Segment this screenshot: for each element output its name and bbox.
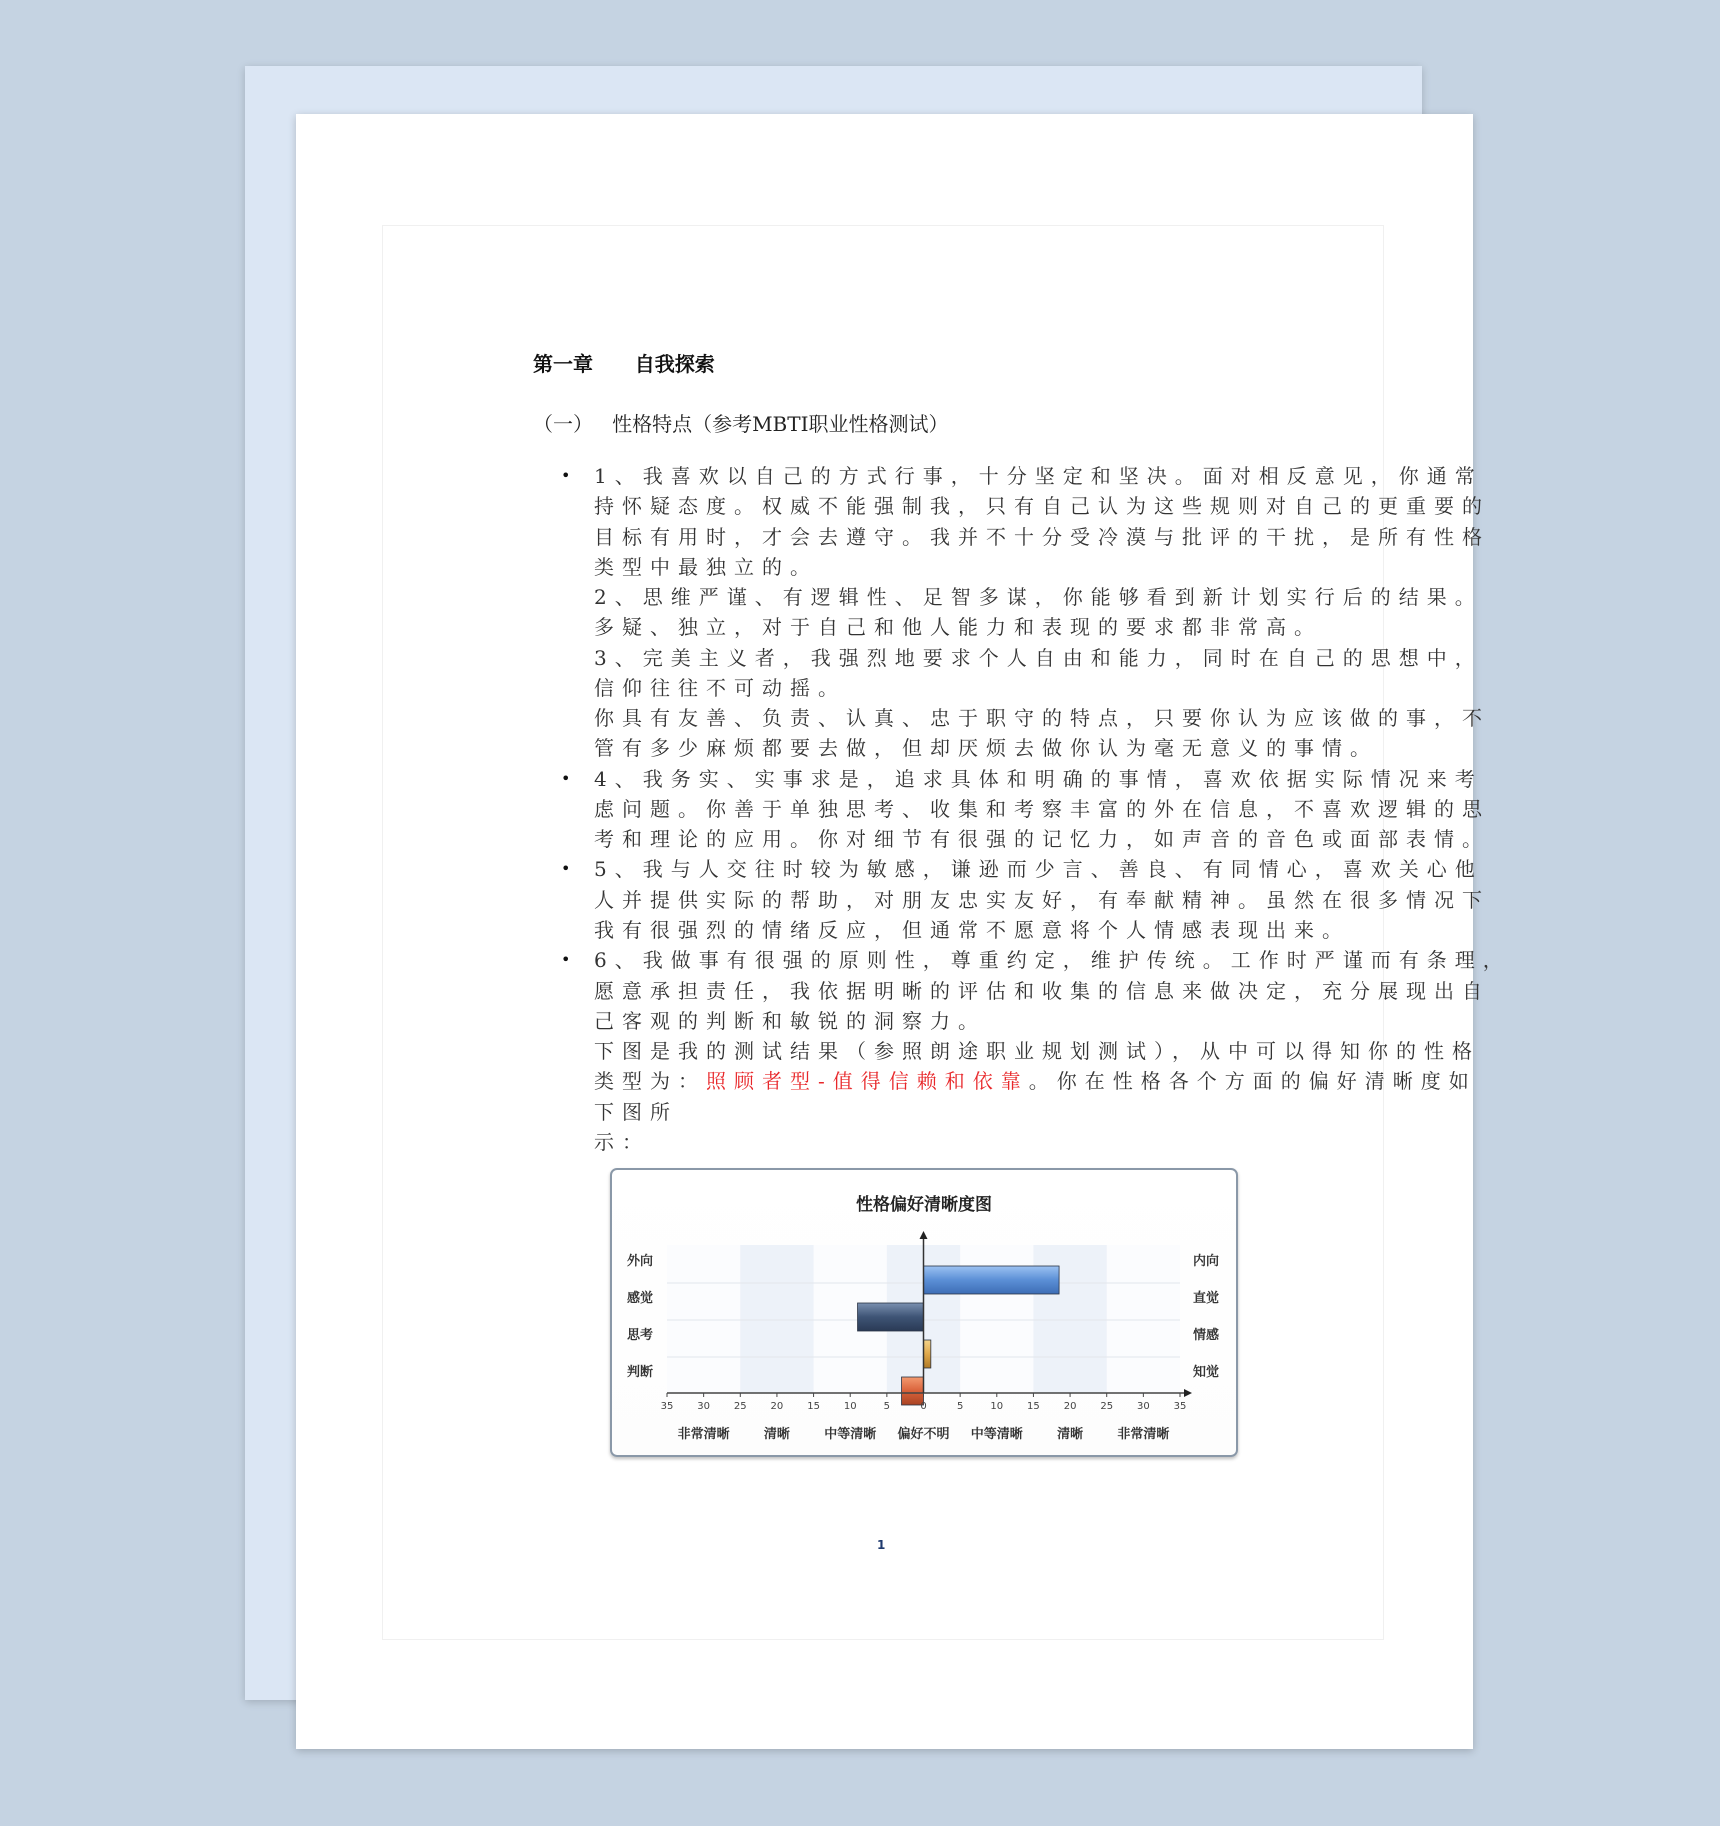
row-label-left: 思考 [626, 1328, 654, 1343]
text-line [594, 794, 1490, 824]
text-line-content: 己客观的判断和敏锐的洞察力。 [594, 1008, 986, 1033]
section-title: （一） 性格特点（参考MBTI职业性格测试） [533, 412, 949, 436]
text-line [594, 552, 1254, 582]
result-line [594, 1066, 1477, 1096]
category-label: 非常清晰 [1117, 1427, 1170, 1442]
text-line [561, 945, 1511, 975]
row-label-left: 判断 [626, 1365, 654, 1380]
tick-label: 15 [807, 1401, 820, 1412]
page-number: 1 [877, 1538, 886, 1552]
bullet-icon: • [561, 466, 571, 485]
result-suffix: 。你在性格各个方面的偏好清晰度如 [1028, 1069, 1477, 1094]
text-line [561, 854, 1483, 884]
text-line-content: 1、我喜欢以自己的方式行事，十分坚定和坚决。面对相反意见，你通常 [594, 464, 1483, 488]
result-prefix: 类型为： [594, 1069, 706, 1094]
plot-band [740, 1245, 813, 1393]
text-line-content: 信仰往往不可动摇。 [594, 675, 846, 700]
result-highlight: 照顾者型-值得信赖和依靠 [706, 1069, 1029, 1094]
row-label-left: 外向 [626, 1254, 654, 1269]
bar-2 [924, 1340, 931, 1368]
text-line-content: 你具有友善、负责、认真、忠于职守的特点，只要你认为应该做的事，不 [594, 706, 1490, 731]
text-line-content: 多疑、独立，对于自己和他人能力和表现的要求都非常高。 [594, 615, 1322, 640]
bullet-icon: • [561, 859, 571, 879]
tick-label: 25 [1100, 1401, 1114, 1412]
text-line [594, 885, 1490, 915]
tick-label: 15 [1027, 1401, 1040, 1412]
text-line [594, 703, 1490, 733]
text-line-content: 4、我务实、实事求是，追求具体和明确的事情，喜欢依据实际情况来考 [594, 766, 1483, 791]
text-line [594, 582, 1483, 612]
tick-label: 10 [990, 1401, 1004, 1412]
text-line-content: 6、我做事有很强的原则性，尊重约定，维护传统。工作时严谨而有条理， [594, 948, 1511, 973]
text-line-content: 2、思维严谨、有逻辑性、足智多谋，你能够看到新计划实行后的结果。 [594, 585, 1483, 610]
category-label: 中等清晰 [824, 1427, 877, 1442]
text-line-content: 虑问题。你善于单独思考、收集和考察丰富的外在信息，不喜欢逻辑的思 [594, 796, 1490, 821]
preference-chart [610, 1168, 1238, 1457]
text-line [594, 733, 1378, 763]
text-line [594, 824, 1490, 854]
row-label-right: 直觉 [1192, 1291, 1220, 1306]
row-label-left: 感觉 [626, 1291, 654, 1306]
text-line [594, 976, 1490, 1006]
text-line [594, 522, 1490, 552]
bullet-icon: • [561, 950, 571, 970]
text-line [594, 612, 1322, 642]
body-text [561, 461, 1511, 1157]
chart-svg [612, 1170, 1236, 1455]
tick-label: 30 [697, 1401, 711, 1412]
text-line-content: 持怀疑态度。权威不能强制我，只有自己认为这些规则对自己的更重要的 [594, 494, 1490, 519]
tick-label: 0 [920, 1401, 927, 1412]
tick-label: 35 [660, 1401, 674, 1412]
text-line-content: 5、我与人交往时较为敏感，谦逊而少言、善良、有同情心，喜欢关心他 [594, 857, 1483, 882]
text-line-content: 人并提供实际的帮助，对朋友忠实友好，有奉献精神。虽然在很多情况下 [594, 887, 1490, 912]
y-axis-arrow-icon [920, 1231, 928, 1239]
tick-label: 30 [1136, 1401, 1150, 1412]
text-line: 示： [594, 1129, 650, 1154]
tick-label: 5 [956, 1401, 964, 1412]
bar-0 [924, 1266, 1060, 1294]
text-line [594, 1036, 1480, 1066]
text-line [561, 764, 1483, 794]
chapter-title: 第一章 自我探索 [533, 352, 715, 376]
text-line-content: 管有多少麻烦都要去做，但却厌烦去做你认为毫无意义的事情。 [594, 736, 1378, 761]
text-line: 下图所 [594, 1099, 678, 1124]
category-label: 非常清晰 [677, 1427, 730, 1442]
row-label-right: 内向 [1192, 1254, 1220, 1269]
category-label: 中等清晰 [970, 1427, 1023, 1442]
tick-label: 20 [1063, 1401, 1077, 1412]
text-line-content: 类型中最独立的。 [594, 554, 818, 579]
bullet-icon: • [561, 768, 571, 788]
row-label-right: 知觉 [1192, 1365, 1220, 1380]
text-line [594, 491, 1490, 521]
text-line-content: 3、完美主义者，我强烈地要求个人自由和能力，同时在自己的思想中， [594, 645, 1483, 670]
tick-label: 5 [883, 1401, 891, 1412]
text-line [594, 643, 1483, 673]
text-line-content: 目标有用时，才会去遵守。我并不十分受冷漠与批评的干扰，是所有性格 [594, 524, 1490, 549]
tick-label: 10 [843, 1401, 857, 1412]
text-line-content: 下图是我的测试结果（参照朗途职业规划测试），从中可以得知你的性格 [594, 1039, 1480, 1064]
bar-1 [858, 1303, 924, 1331]
x-axis-arrow-icon [1184, 1389, 1192, 1397]
text-line-content: 愿意承担责任，我依据明晰的评估和收集的信息来做决定，充分展现出自 [594, 978, 1490, 1003]
text-line [594, 673, 1254, 703]
text-line-content: 考和理论的应用。你对细节有很强的记忆力，如声音的音色或面部表情。 [594, 827, 1490, 852]
tick-label: 25 [733, 1401, 747, 1412]
tick-label: 35 [1173, 1401, 1187, 1412]
text-line-content: 我有很强烈的情绪反应，但通常不愿意将个人情感表现出来。 [594, 917, 1350, 942]
row-label-right: 情感 [1192, 1328, 1220, 1343]
category-label: 偏好不明 [897, 1427, 950, 1442]
text-line [594, 1006, 1254, 1036]
chart-title: 性格偏好清晰度图 [856, 1195, 992, 1215]
category-label: 清晰 [763, 1427, 790, 1442]
text-line [561, 461, 1483, 491]
category-label: 清晰 [1057, 1427, 1084, 1442]
text-line [594, 915, 1350, 945]
tick-label: 20 [770, 1401, 784, 1412]
